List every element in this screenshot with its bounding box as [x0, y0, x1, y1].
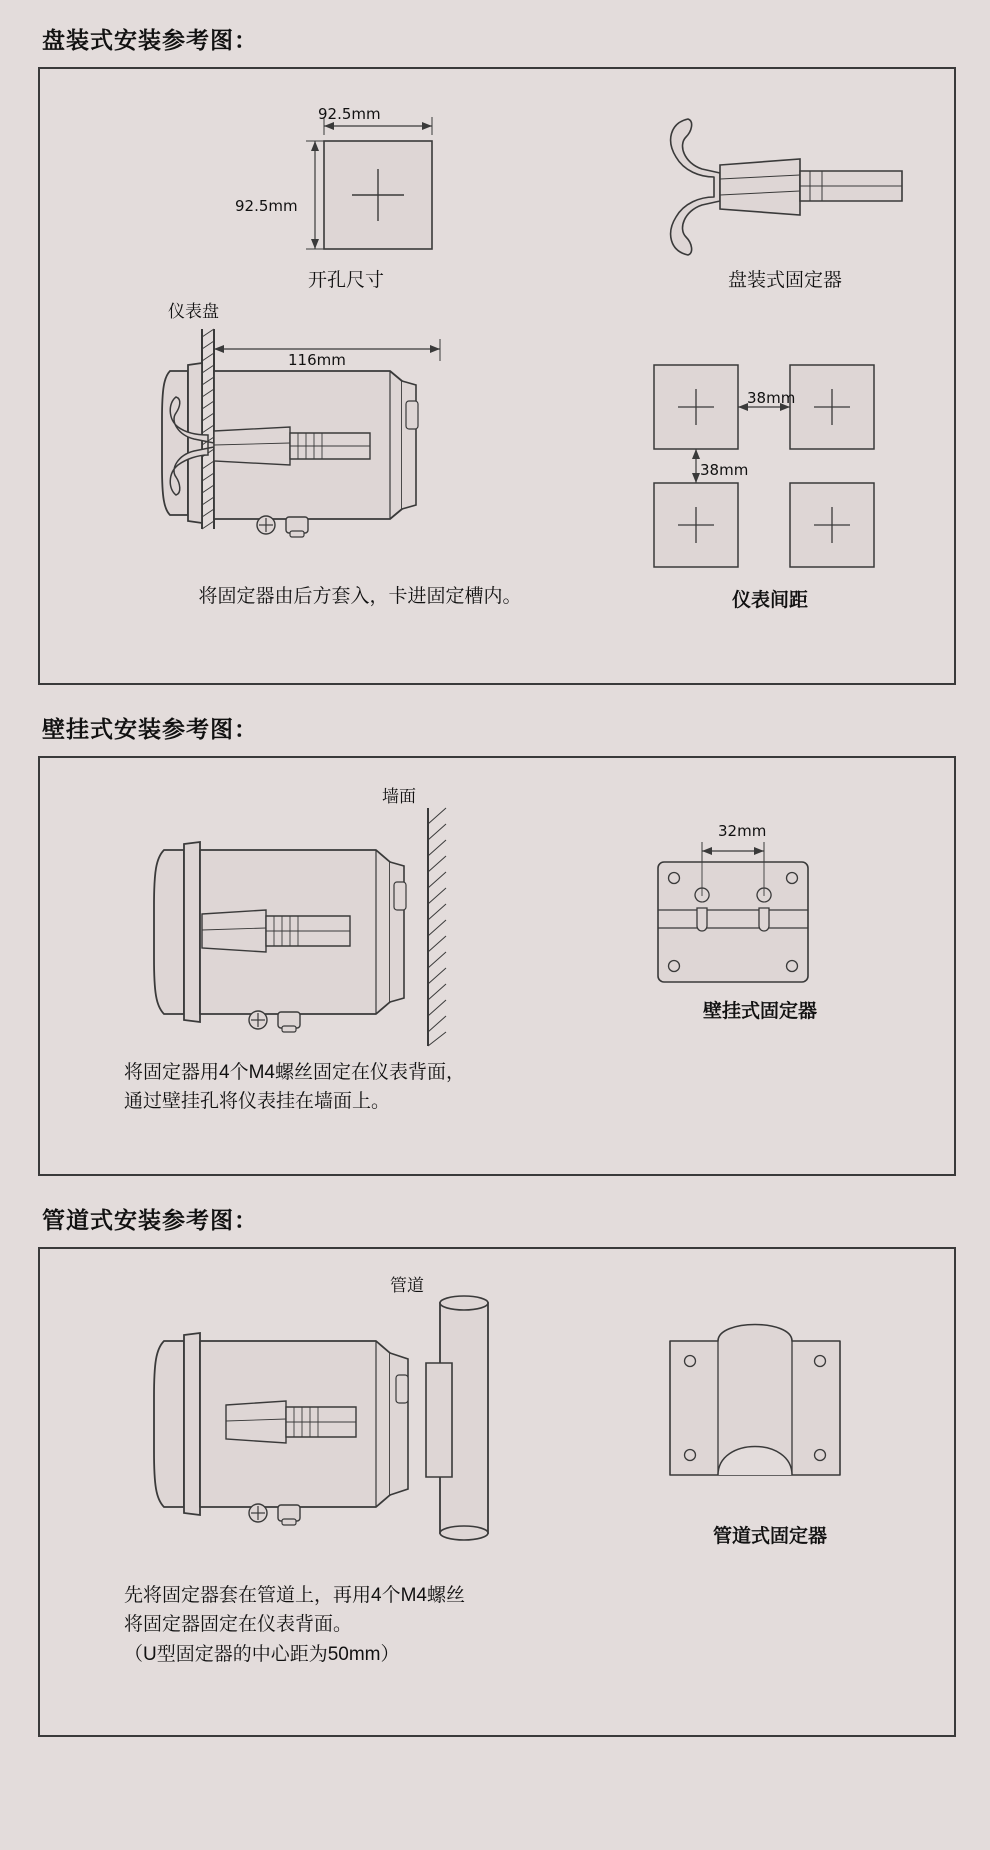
section-pipe-mount [38, 1202, 956, 1737]
cutout-drawing [272, 99, 522, 289]
panel-clamp-drawing [650, 101, 920, 271]
panel-clamp-caption: 盘装式固定器 [727, 270, 842, 291]
cutout-height-label: 92.5mm [235, 197, 298, 215]
wall-install-caption [124, 1058, 594, 1117]
spacing-caption: 仪表间距 [731, 590, 808, 611]
section-title-panel-mount: 盘装式安装参考图： [42, 27, 258, 53]
pipe-bracket-caption: 管道式固定器 [712, 1526, 827, 1547]
section-title-wall-mount: 壁挂式安装参考图： [42, 716, 258, 742]
wall-bracket-drawing [640, 818, 880, 1018]
pipe-install-caption-line1: 先将固定器套在管道上，再用4个M4螺丝 [124, 1585, 465, 1606]
wall-install-caption-line1: 将固定器用4个M4螺丝固定在仪表背面， [124, 1062, 465, 1083]
section-panel-mount [38, 22, 956, 685]
spacing-horizontal-label: 38mm [747, 389, 796, 407]
spacing-grid-drawing [640, 351, 900, 581]
pipe-install-caption-line2: 将固定器固定在仪表背面。 [124, 1614, 353, 1636]
wall-install-caption-line2: 通过壁挂孔将仪表挂在墙面上。 [124, 1091, 391, 1113]
pipe-mount-diagram [38, 1247, 956, 1737]
section-wall-mount [38, 711, 956, 1176]
wall-mount-diagram [38, 756, 956, 1176]
pipe-install-caption [124, 1581, 604, 1669]
instrument-panel-label: 仪表盘 [168, 302, 219, 321]
depth-dimension-label: 116mm [288, 351, 346, 369]
section-title-pipe-mount: 管道式安装参考图： [42, 1207, 258, 1233]
side-view-drawing [140, 319, 560, 559]
bracket-width-label: 32mm [718, 822, 767, 840]
panel-mount-diagram [38, 67, 956, 685]
pipe-side-view-drawing [140, 1293, 560, 1553]
pipe-bracket-drawing [652, 1311, 892, 1511]
spacing-vertical-label: 38mm [700, 461, 749, 479]
wall-label: 墙面 [382, 787, 416, 806]
wall-side-view-drawing [140, 802, 560, 1054]
pipe-label: 管道 [390, 1276, 424, 1295]
cutout-width-label: 92.5mm [318, 105, 381, 123]
cutout-caption: 开孔尺寸 [307, 270, 384, 291]
panel-install-caption: 将固定器由后方套入，卡进固定槽内。 [198, 586, 522, 607]
pipe-install-caption-line3: （U型固定器的中心距为50mm） [124, 1643, 400, 1665]
wall-bracket-caption: 壁挂式固定器 [702, 1001, 817, 1022]
